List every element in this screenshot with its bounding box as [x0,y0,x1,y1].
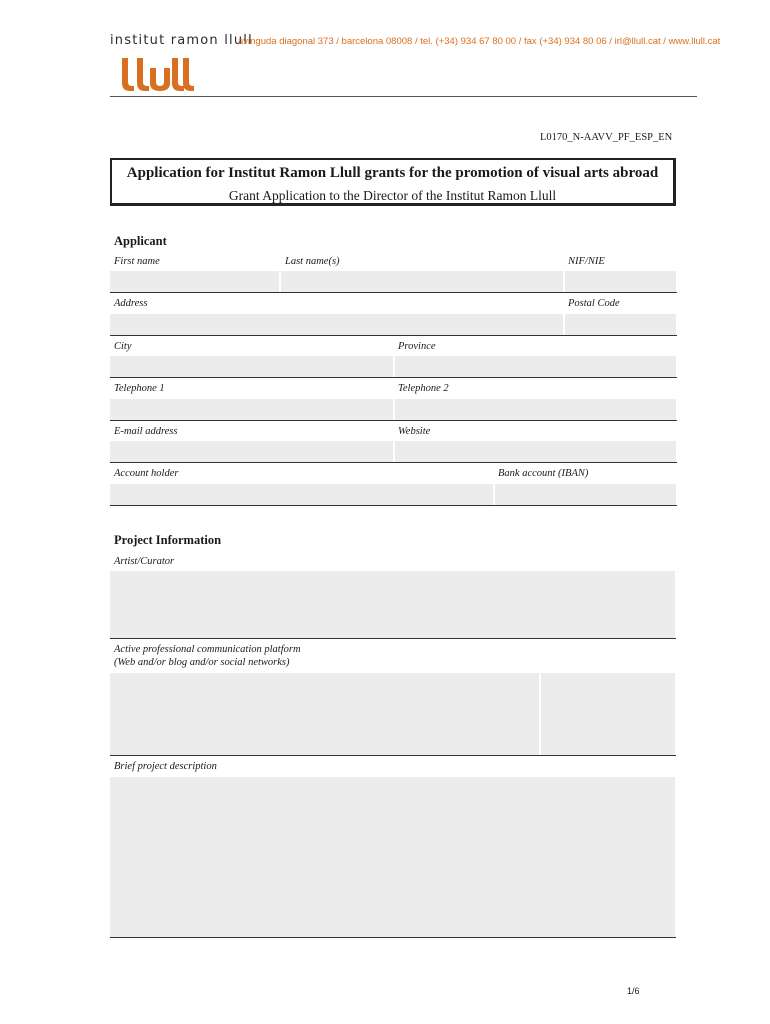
account-holder-label: Account holder [114,468,179,479]
row-divider [110,420,677,421]
last-names-field[interactable] [281,271,564,292]
address-label: Address [114,298,148,309]
row-divider [110,755,676,756]
project-heading: Project Information [114,533,222,547]
website-field[interactable] [395,441,677,462]
artist-curator-label: Artist/Curator [114,556,175,567]
platform-label-line1: Active professional communication platform [114,644,301,655]
telephone-2-field[interactable] [395,399,677,420]
platform-label-line2: (Web and/or blog and/or social networks) [114,657,290,668]
brief-description-label: Brief project description [114,761,217,772]
row-divider [110,937,676,938]
row-divider [110,292,677,293]
header-divider [110,96,697,97]
account-holder-field[interactable] [110,484,494,505]
telephone-1-field[interactable] [110,399,394,420]
llull-logo [120,58,194,97]
document-subtitle: Grant Application to the Director of the Institut Ramon Llull [228,188,557,203]
postal-code-field[interactable] [565,314,677,335]
postal-code-label: Postal Code [568,298,620,309]
nif-nie-label: NIF/NIE [568,256,605,267]
bank-account-field[interactable] [495,484,677,505]
brief-description-field[interactable] [110,777,676,937]
website-label: Website [398,426,431,437]
applicant-heading: Applicant [114,234,167,248]
first-name-label: First name [114,256,160,267]
platform-field-secondary[interactable] [541,673,676,755]
bank-account-label: Bank account (IBAN) [498,468,589,479]
email-field[interactable] [110,441,394,462]
province-label: Province [398,341,436,352]
institution-address: avinguda diagonal 373 / barcelona 08008 / tel. (+34) 934 67 80 00 / fax (+34) 934 80 06 / irl@llull.cat / www.llull.cat [238,36,721,47]
telephone-2-label: Telephone 2 [398,383,449,394]
title-box [110,158,676,206]
last-names-label: Last name(s) [285,256,340,267]
address-field[interactable] [110,314,564,335]
llull-logo-icon [120,58,194,92]
email-label: E-mail address [114,426,178,437]
province-field[interactable] [395,356,677,377]
city-label: City [114,341,132,352]
artist-curator-field[interactable] [110,571,676,638]
page-number: 1/6 [627,986,640,996]
institution-name: institut ramon llull [110,33,253,48]
telephone-1-label: Telephone 1 [114,383,165,394]
row-divider [110,638,676,639]
document-reference-code: L0170_N-AAVV_PF_ESP_EN [540,132,673,143]
row-divider [110,505,677,506]
first-name-field[interactable] [110,271,280,292]
row-divider [110,377,677,378]
nif-nie-field[interactable] [565,271,677,292]
row-divider [110,462,677,463]
document-title: Application for Institut Ramon Llull grants for the promotion of visual arts abroad [126,165,659,181]
row-divider [110,335,677,336]
platform-field[interactable] [110,673,540,755]
city-field[interactable] [110,356,394,377]
